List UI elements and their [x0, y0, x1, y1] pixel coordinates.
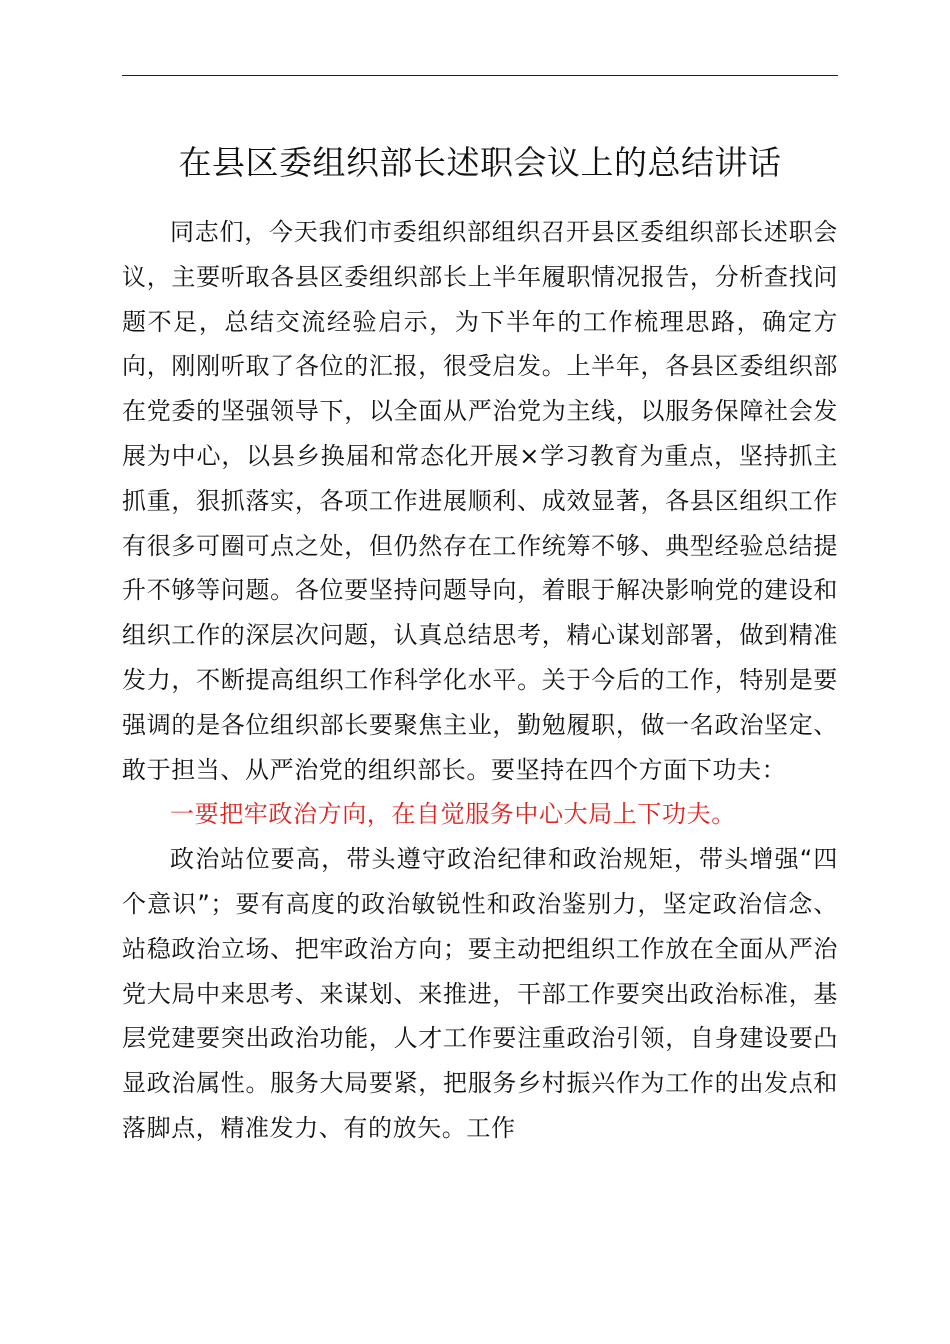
paragraph-section-1: 政治站位要高，带头遵守政治纪律和政治规矩，带头增强“四个意识”；要有高度的政治敏锐性和政治鉴别力，坚定政治信念、站稳政治立场、把牢政治方向；要主动把组织工作放在全面从严治党大局中来思考、来谋划、来推进，干部工作要突出政治标准，基层党建要突出政治功能，人才工作要注重政治引领，自身建设要凸显政治属性。服务大局要紧，把服务乡村振兴作为工作的出发点和落脚点，精准发力、有的放矢。工作 [122, 845, 838, 1142]
paragraph-intro: 同志们，今天我们市委组织部组织召开县区委组织部长述职会议，主要听取各县区委组织部长上半年履职情况报告，分析查找问题不足，总结交流经验启示，为下半年的工作梳理思路，确定方向，刚刚听取了各位的汇报，很受启发。上半年，各县区委组织部在党委的坚强领导下，以全面从严治党为主线，以服务保障社会发展为中心，以县乡换届和常态化开展×学习教育为重点，坚持抓主抓重，狠抓落实，各项工作进展顺利、成效显著，各县区组织工作有很多可圈可点之处，但仍然存在工作统筹不够、典型经验总结提升不够等问题。各位要坚持问题导向，着眼于解决影响党的建设和组织工作的深层次问题，认真总结思考，精心谋划部署，做到精准发力，不断提高组织工作科学化水平。关于今后的工作，特别是要强调的是各位组织部长要聚焦主业，勤勉履职，做一名政治坚定、敢于担当、从严治党的组织部长。要坚持在四个方面下功夫： [122, 218, 838, 784]
header-rule [122, 75, 838, 76]
document-title: 在县区委组织部长述职会议上的总结讲话 [178, 143, 782, 182]
section-heading-1: 一要把牢政治方向，在自觉服务中心大局上下功夫。 [170, 800, 736, 829]
document-body [122, 210, 838, 1151]
